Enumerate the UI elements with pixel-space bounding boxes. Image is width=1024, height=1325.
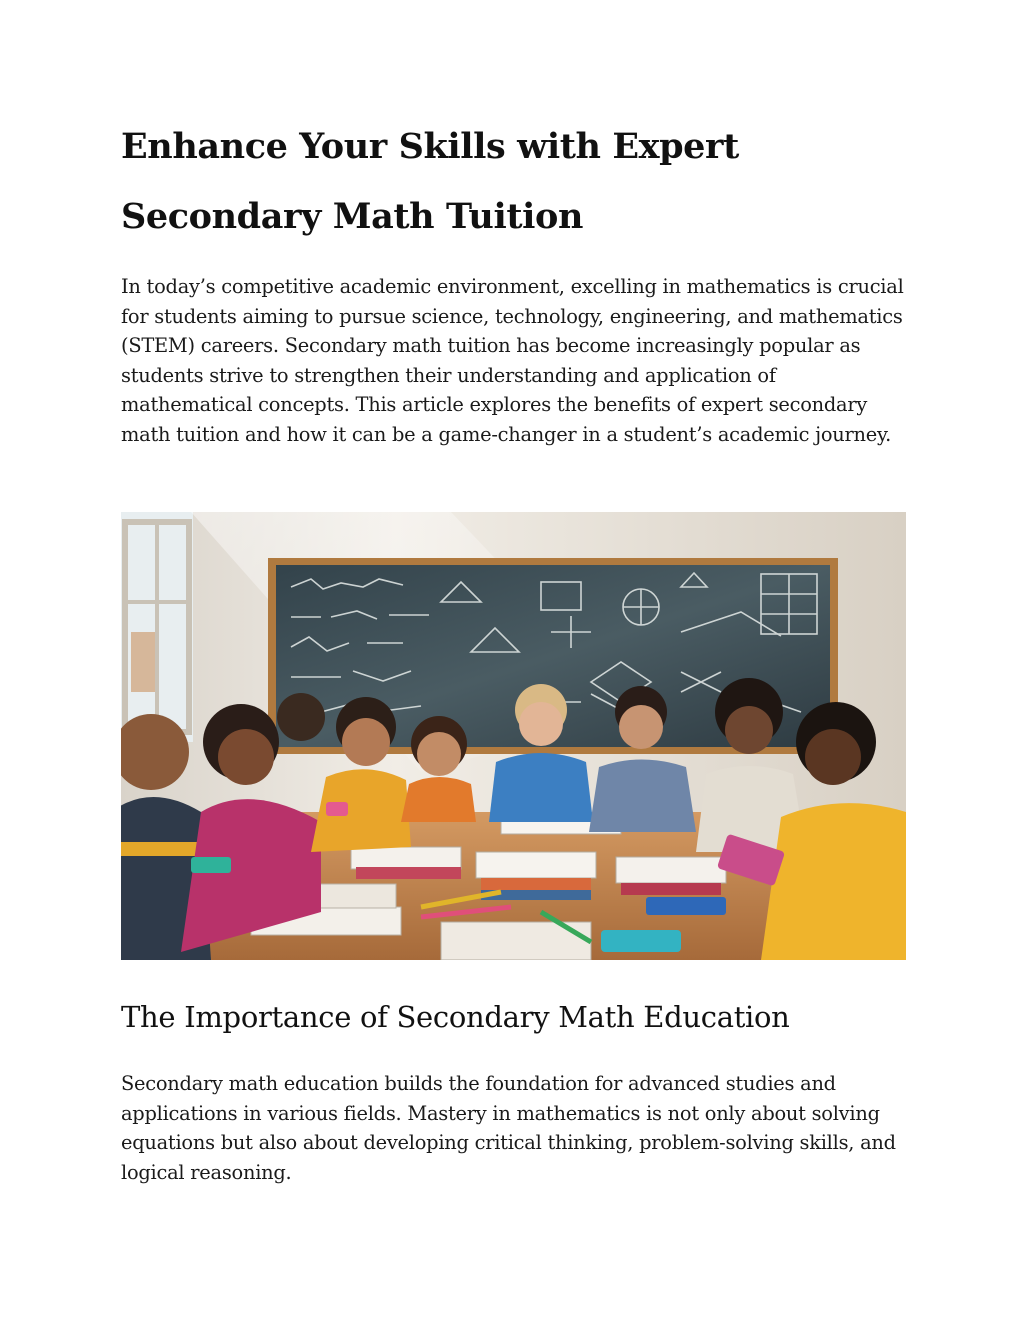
classroom-photo [121,512,906,960]
intro-paragraph: In today’s competitive academic environment, excelling in mathematics is crucial for students aiming to pursue science, technology, engineering, and mathematics (STEM) careers. Secondary math tuition has become increasingly popular as students strive to strengthen their understanding and application of mathematical concepts. This article explores the benefits of expert secondary math tuition and how it can be a game-changer in a student’s academic journey. [121,275,904,446]
article-title: Enhance Your Skills with Expert Secondary Math Tuition [121,126,739,237]
section-heading: The Importance of Secondary Math Education [121,1000,790,1034]
section-paragraph: Secondary math education builds the foundation for advanced studies and applications in various fields. Mastery in mathematics is not only about solving equations but also about developing critical thinking, problem-solving skills, and logical reasoning. [121,1072,896,1184]
